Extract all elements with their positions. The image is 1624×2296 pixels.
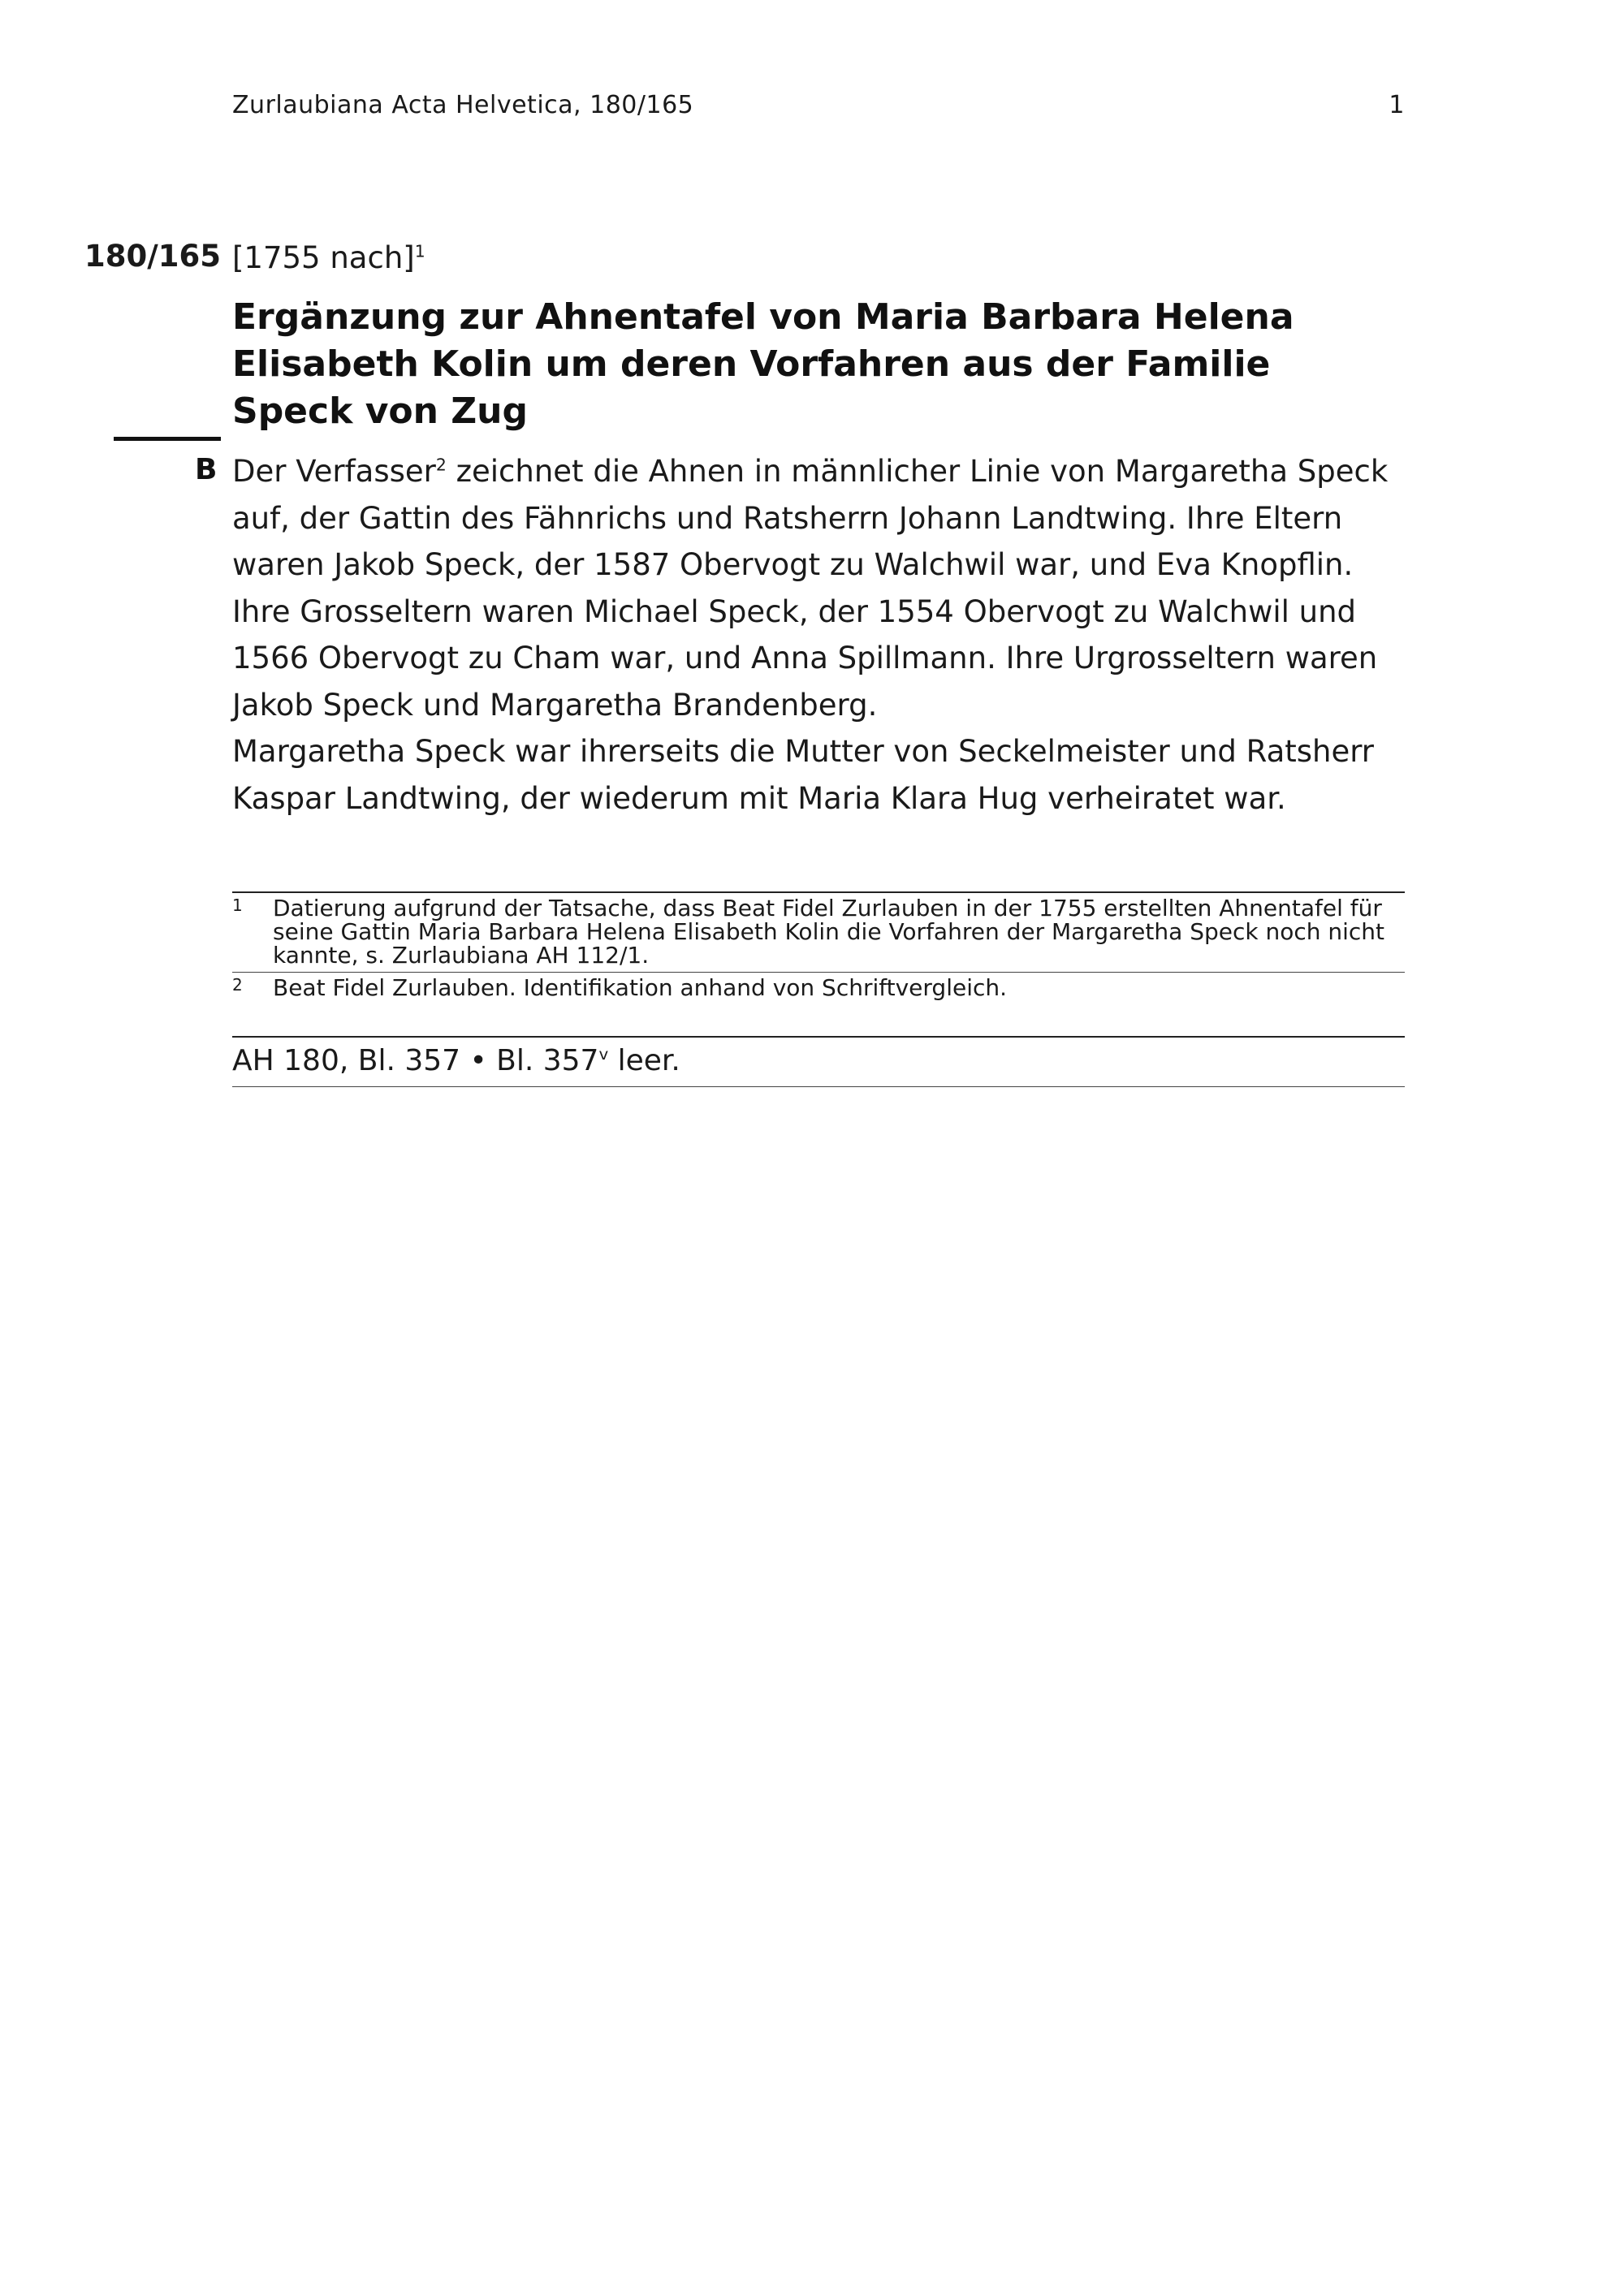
body-paragraph-1-rest: zeichnet die Ahnen in männlicher Linie von Margaretha Speck auf, der Gattin des Fähnrichs und Ratsherrn Johann Landtwing. Ihre Eltern waren Jakob Speck, der 1587 Obervogt zu Walchwil war, und Eva Knopflin. Ihre Grosseltern waren Michael Speck, der 1554 Obervogt zu Walchwil und 1566 Obervogt zu Cham war, und Anna Spillmann. Ihre Urgrosseltern waren Jakob Speck und Margaretha Brandenberg. — [232, 454, 1389, 723]
running-title: Zurlaubiana Acta Helvetica, 180/165 — [232, 91, 694, 119]
document-number: 180/165 — [84, 239, 221, 274]
document-date — [232, 240, 425, 275]
source-reference — [232, 1036, 1405, 1087]
footnote-ref-1: 1 — [414, 241, 425, 261]
footnote-ref-2: 2 — [435, 455, 447, 475]
footnote-number: 1 — [232, 896, 243, 915]
footnote-text: Beat Fidel Zurlauben. Identifikation anhand von Schriftvergleich. — [273, 974, 1008, 1001]
section-letter: B — [195, 453, 218, 486]
footnote-1 — [232, 893, 1405, 972]
running-header — [232, 91, 1405, 119]
body-paragraph-2: Margaretha Speck war ihrerseits die Mutter von Seckelmeister und Ratsherr Kaspar Landtwing, der wiederum mit Maria Klara Hug verheiratet war. — [232, 734, 1375, 816]
body-text — [232, 448, 1410, 822]
body-paragraph-1 — [232, 448, 1410, 728]
footnote-number: 2 — [232, 975, 243, 995]
document-date-text: [1755 nach] — [232, 240, 415, 275]
footnotes — [232, 891, 1405, 1004]
page-number: 1 — [1389, 91, 1405, 119]
source-reference-main: AH 180, Bl. 357 • Bl. 357 — [232, 1044, 599, 1077]
body-paragraph-1-start: Der Verfasser — [232, 454, 436, 489]
footnote-text: Datierung aufgrund der Tatsache, dass Beat Fidel Zurlauben in der 1755 erstellten Ahnentafel für seine Gattin Maria Barbara Helena Elisabeth Kolin die Vorfahren der Margaretha Speck noch nicht kannte, s. Zurlaubiana AH 112/1. — [273, 895, 1385, 969]
verso-marker: v — [598, 1045, 609, 1064]
section-marker-rule — [114, 437, 221, 441]
footnote-2 — [232, 972, 1405, 1004]
document-title: Ergänzung zur Ahnentafel von Maria Barbara Helena Elisabeth Kolin um deren Vorfahren aus der Familie Speck von Zug — [232, 296, 1294, 432]
source-reference-end: leer. — [608, 1044, 680, 1077]
